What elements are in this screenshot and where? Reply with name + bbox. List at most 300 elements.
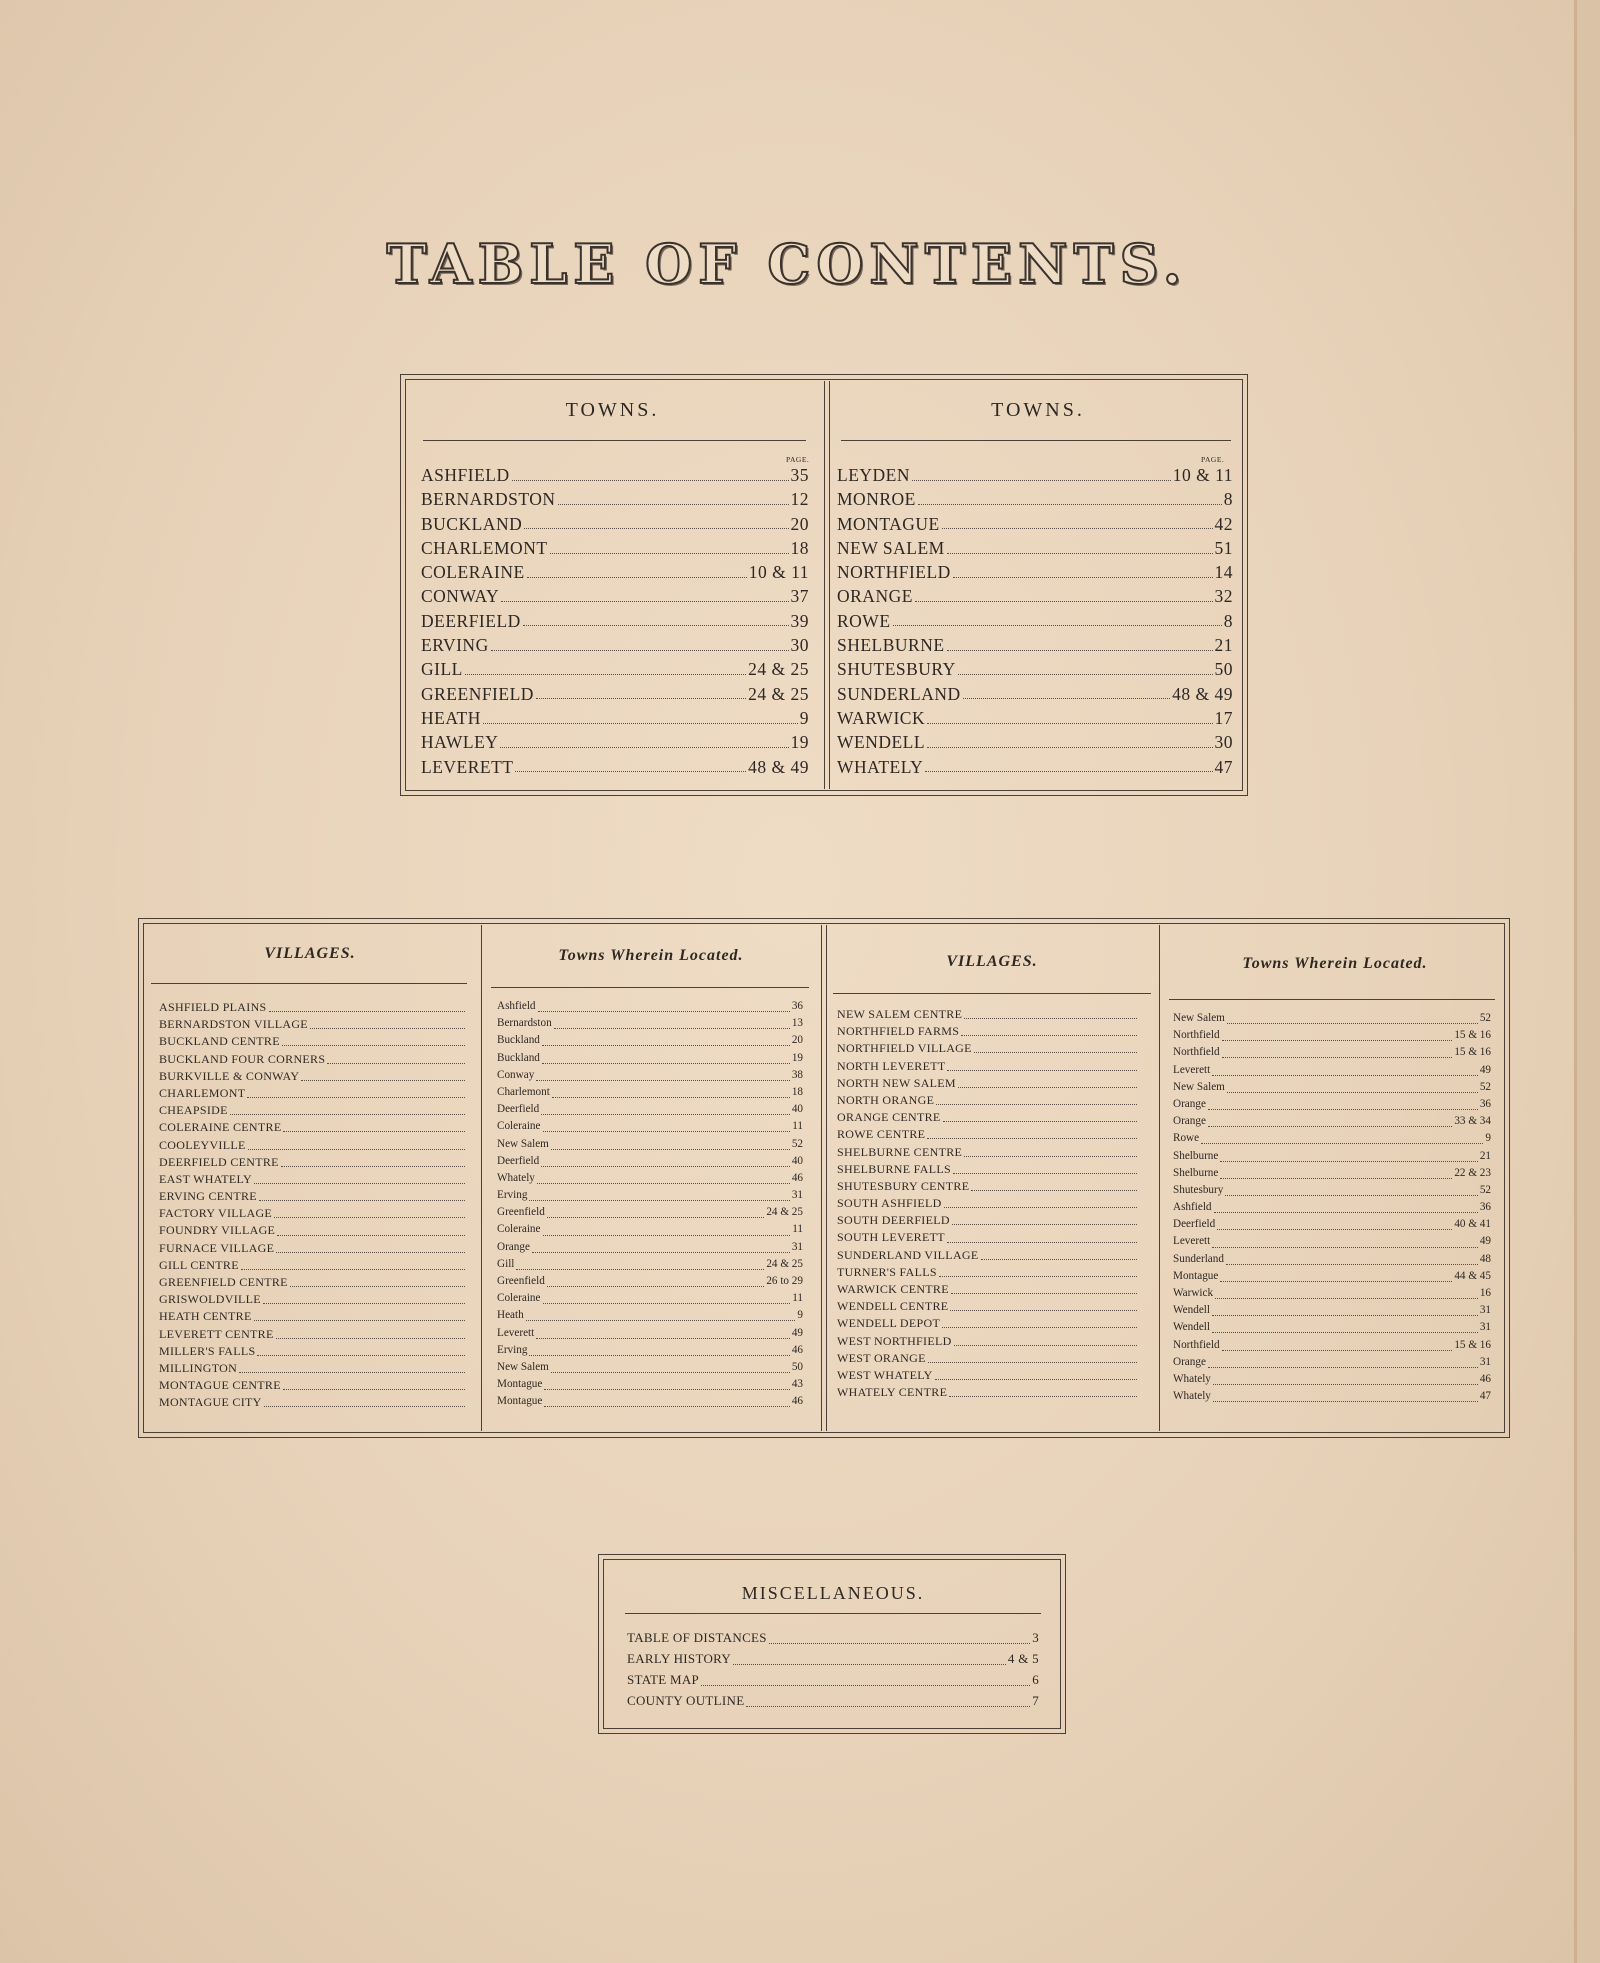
village-entry-name: FURNACE VILLAGE (159, 1240, 275, 1255)
towns-divider (824, 381, 830, 789)
towns-rule-right (841, 440, 1231, 441)
leader-dots (1226, 1264, 1478, 1265)
town-entry-page: 48 & 49 (748, 756, 809, 777)
towns-rule-left (423, 440, 806, 441)
misc-list (627, 1630, 1039, 1714)
located-entry-page: 11 (792, 1120, 803, 1133)
located-entry (497, 1327, 803, 1344)
located-entry (497, 1223, 803, 1240)
leader-dots (949, 1396, 1137, 1397)
village-entry (837, 1282, 1139, 1299)
located-entry-page: 40 (791, 1154, 803, 1167)
located-entry-name: Whately (497, 1171, 535, 1184)
leader-dots (1220, 1281, 1452, 1282)
village-entry (837, 1334, 1139, 1351)
leader-dots (769, 1643, 1030, 1644)
leader-dots (483, 723, 798, 724)
village-entry (159, 1120, 467, 1137)
leader-dots (1212, 1315, 1478, 1316)
towns-box (400, 374, 1248, 796)
leader-dots (701, 1685, 1030, 1686)
located-entry (497, 1361, 803, 1378)
leader-dots (947, 1242, 1137, 1243)
located-entry-page: 46 (1479, 1372, 1491, 1385)
leader-dots (515, 771, 746, 772)
located-entry-page: 40 & 41 (1454, 1218, 1491, 1231)
misc-entry-name: COUNTY OUTLINE (627, 1693, 745, 1708)
village-entry-name: DEERFIELD CENTRE (159, 1154, 279, 1169)
located-entry-name: Warwick (1173, 1287, 1214, 1299)
village-entry (159, 1138, 467, 1155)
village-entry (159, 1241, 467, 1258)
leader-dots (552, 1097, 790, 1098)
leader-dots (544, 1406, 789, 1407)
leader-dots (541, 1114, 790, 1115)
located-entry (1173, 1321, 1491, 1338)
town-entry-name: GREENFIELD (421, 683, 534, 704)
leader-dots (1227, 1092, 1478, 1093)
village-entry-name: COOLEYVILLE (159, 1137, 246, 1152)
located-entry-page: 47 (1479, 1390, 1491, 1403)
villages-rule-3 (833, 993, 1151, 994)
village-entry-name: ORANGE CENTRE (837, 1110, 941, 1125)
town-entry-page: 30 (1214, 732, 1233, 753)
located-entry-page: 31 (791, 1189, 803, 1202)
village-entry-name: NORTHFIELD VILLAGE (837, 1041, 972, 1056)
located-entry-name: Deerfield (497, 1103, 540, 1116)
town-entry (421, 586, 809, 610)
located-entry (1173, 1167, 1491, 1184)
located-entry-name: Erving (497, 1189, 528, 1202)
leader-dots (1225, 1195, 1477, 1196)
village-entry (837, 1145, 1139, 1162)
village-entry-name: ROWE CENTRE (837, 1127, 926, 1142)
leader-dots (942, 528, 1213, 529)
leader-dots (269, 1011, 465, 1012)
village-entry-name: GILL CENTRE (159, 1257, 239, 1272)
leader-dots (1208, 1126, 1452, 1127)
located-entry-name: Ashfield (497, 1000, 536, 1012)
town-entry-name: BUCKLAND (421, 513, 523, 534)
leader-dots (544, 1389, 789, 1390)
misc-entry-name: STATE MAP (627, 1672, 700, 1687)
leader-dots (542, 1045, 790, 1046)
leader-dots (301, 1080, 465, 1081)
village-entry-name: WEST WHATELY (837, 1367, 933, 1382)
leader-dots (944, 1207, 1137, 1208)
leader-dots (257, 1355, 465, 1356)
located-entry-name: Orange (1173, 1355, 1206, 1368)
located-list-left (497, 1000, 803, 1413)
leader-dots (974, 1052, 1137, 1053)
located-entry-name: Leverett (497, 1326, 535, 1339)
located-entry-page: 26 to 29 (766, 1275, 803, 1287)
located-entry-name: Coleraine (497, 1223, 541, 1236)
located-heading-right: Towns Wherein Located. (1242, 955, 1428, 972)
village-entry (837, 1076, 1139, 1093)
town-entry (837, 611, 1233, 635)
town-entry (837, 757, 1233, 781)
located-entry-name: Northfield (1173, 1046, 1220, 1059)
town-entry-page: 18 (790, 537, 809, 558)
village-entry-name: CHEAPSIDE (159, 1103, 228, 1118)
village-entry (837, 1299, 1139, 1316)
misc-entry-page: 4 & 5 (1007, 1651, 1039, 1666)
misc-entry (627, 1672, 1039, 1693)
village-entry (837, 1248, 1139, 1265)
village-entry (159, 1344, 467, 1361)
located-entry-page: 31 (791, 1240, 803, 1253)
leader-dots (276, 1252, 465, 1253)
villages-heading-left: VILLAGES. (264, 945, 356, 962)
town-entry (421, 538, 809, 562)
located-entry-name: Ashfield (1173, 1201, 1212, 1214)
misc-entry-name: EARLY HISTORY (627, 1651, 732, 1666)
located-entry (1173, 1373, 1491, 1390)
village-entry (837, 1059, 1139, 1076)
located-entry-page: 16 (1479, 1287, 1491, 1299)
located-entry-page: 31 (1479, 1321, 1491, 1334)
town-entry-page: 24 & 25 (748, 659, 809, 680)
located-entry-page: 52 (791, 1137, 803, 1150)
leader-dots (501, 601, 788, 602)
leader-dots (529, 1200, 789, 1201)
located-entry-page: 44 & 45 (1454, 1269, 1491, 1282)
town-entry-page: 42 (1214, 513, 1233, 534)
located-entry-page: 49 (1479, 1063, 1491, 1076)
misc-entry-name: TABLE OF DISTANCES (627, 1630, 767, 1645)
town-entry-name: LEYDEN (837, 465, 910, 485)
located-entry (1173, 1253, 1491, 1270)
town-entry-name: ASHFIELD (421, 465, 510, 485)
town-entry-name: GILL (421, 659, 463, 680)
located-entry (1173, 1390, 1491, 1407)
town-entry-page: 9 (799, 707, 809, 728)
located-entry-name: Heath (497, 1309, 524, 1322)
village-entry-name: COLERAINE CENTRE (159, 1120, 282, 1135)
leader-dots (951, 1293, 1137, 1294)
located-entry-name: Buckland (497, 1034, 540, 1047)
leader-dots (230, 1114, 465, 1115)
leader-dots (953, 577, 1213, 578)
town-entry-page: 30 (790, 635, 809, 656)
village-entry-name: WHATELY CENTRE (837, 1385, 948, 1400)
village-entry-name: SHUTESBURY CENTRE (837, 1178, 970, 1193)
village-entry (837, 1230, 1139, 1247)
leader-dots (1222, 1350, 1453, 1351)
leader-dots (1212, 1075, 1478, 1076)
leader-dots (282, 1045, 465, 1046)
located-entry-page: 48 (1479, 1252, 1491, 1265)
village-entry (837, 1265, 1139, 1282)
leader-dots (942, 1327, 1137, 1328)
villages-rule-1 (151, 983, 467, 984)
located-entry (497, 1034, 803, 1051)
located-entry-page: 20 (791, 1034, 803, 1047)
village-entry-name: SHELBURNE FALLS (837, 1161, 951, 1176)
located-entry (1173, 1115, 1491, 1132)
leader-dots (927, 723, 1212, 724)
located-entry-name: Shelburne (1173, 1166, 1219, 1179)
village-entry-name: NORTH NEW SALEM (837, 1075, 956, 1090)
town-entry-name: SHUTESBURY (837, 659, 956, 680)
town-entry (421, 514, 809, 538)
located-entry-page: 46 (791, 1395, 803, 1408)
leader-dots (915, 601, 1213, 602)
located-entry (1173, 1356, 1491, 1373)
leader-dots (1213, 1384, 1478, 1385)
town-entry-name: DEERFIELD (421, 610, 521, 631)
village-entry-name: FOUNDRY VILLAGE (159, 1223, 276, 1238)
located-entry (1173, 1081, 1491, 1098)
village-entry-name: BERNARDSTON VILLAGE (159, 1017, 308, 1032)
village-entry (159, 1069, 467, 1086)
located-entry-name: Gill (497, 1257, 515, 1270)
located-entry-page: 31 (1479, 1304, 1491, 1317)
leader-dots (527, 577, 747, 578)
leader-dots (1213, 1401, 1478, 1402)
leader-dots (961, 1035, 1137, 1036)
village-entry-name: SUNDERLAND VILLAGE (837, 1247, 979, 1262)
leader-dots (248, 1149, 465, 1150)
village-entry-name: WEST NORTHFIELD (837, 1333, 952, 1348)
leader-dots (247, 1097, 465, 1098)
town-entry-name: LEVERETT (421, 756, 514, 777)
leader-dots (558, 504, 789, 505)
town-entry-page: 35 (790, 465, 809, 485)
town-entry (837, 465, 1233, 489)
town-entry-page: 14 (1214, 562, 1233, 583)
leader-dots (1222, 1057, 1453, 1058)
leader-dots (964, 1156, 1137, 1157)
village-entry-name: MONTAGUE CENTRE (159, 1378, 281, 1393)
leader-dots (925, 771, 1212, 772)
located-entry-page: 15 & 16 (1454, 1029, 1491, 1042)
town-entry-page: 47 (1214, 756, 1233, 777)
located-entry-page: 46 (791, 1171, 803, 1184)
leader-dots (277, 1235, 465, 1236)
town-entry (837, 684, 1233, 708)
village-entry-name: WENDELL DEPOT (837, 1316, 941, 1331)
town-entry-name: SUNDERLAND (837, 683, 961, 704)
village-entry-name: ERVING CENTRE (159, 1189, 257, 1204)
located-entry (497, 1120, 803, 1137)
town-entry (421, 732, 809, 756)
village-entry (159, 1017, 467, 1034)
village-entry-name: CHARLEMONT (159, 1085, 246, 1100)
located-entry (1173, 1064, 1491, 1081)
leader-dots (954, 1345, 1137, 1346)
village-entry-name: SOUTH LEVERETT (837, 1230, 945, 1245)
located-entry-name: New Salem (1173, 1080, 1225, 1093)
town-entry-page: 17 (1214, 707, 1233, 728)
leader-dots (500, 747, 788, 748)
village-entry-name: NORTH LEVERETT (837, 1058, 946, 1073)
town-entry-page: 12 (790, 489, 809, 510)
village-entry-name: WARWICK CENTRE (837, 1282, 949, 1296)
located-entry-page: 18 (791, 1085, 803, 1098)
village-entry (837, 1110, 1139, 1127)
town-entry-page: 32 (1214, 586, 1233, 607)
located-entry (497, 1275, 803, 1292)
leader-dots (526, 1320, 796, 1321)
misc-entry (627, 1651, 1039, 1672)
located-entry-name: Wendell (1173, 1321, 1210, 1334)
located-entry-page: 9 (1485, 1132, 1491, 1145)
leader-dots (281, 1166, 465, 1167)
towns-heading-left: TOWNS. (565, 399, 660, 421)
located-entry-page: 22 & 23 (1454, 1166, 1491, 1179)
located-entry (1173, 1304, 1491, 1321)
misc-entry (627, 1693, 1039, 1714)
leader-dots (543, 1235, 791, 1236)
located-entry (1173, 1218, 1491, 1235)
town-entry-page: 51 (1214, 537, 1233, 558)
town-entry-page: 19 (790, 732, 809, 753)
leader-dots (918, 504, 1222, 505)
village-entry-name: GREENFIELD CENTRE (159, 1275, 288, 1289)
misc-rule (625, 1613, 1041, 1614)
located-entry (1173, 1184, 1491, 1201)
leader-dots (259, 1200, 465, 1201)
village-entry-name: NEW SALEM CENTRE (837, 1007, 963, 1021)
town-entry (421, 684, 809, 708)
leader-dots (952, 1224, 1137, 1225)
village-entry-name: MONTAGUE CITY (159, 1395, 262, 1410)
located-entry-name: Orange (497, 1240, 530, 1253)
town-entry (421, 489, 809, 513)
village-entry-name: LEVERETT CENTRE (159, 1326, 274, 1341)
village-entry (159, 1189, 467, 1206)
located-entry-name: Whately (1173, 1372, 1211, 1385)
town-entry (837, 708, 1233, 732)
leader-dots (981, 1259, 1137, 1260)
villages-rule-4 (1169, 999, 1495, 1000)
villages-box (138, 918, 1510, 1438)
village-entry (159, 1223, 467, 1240)
located-entry-name: Wendell (1173, 1304, 1210, 1317)
leader-dots (516, 1269, 764, 1270)
located-entry-page: 24 & 25 (766, 1206, 803, 1219)
located-entry-page: 49 (1479, 1235, 1491, 1248)
towns-page-label-right: PAGE. (1201, 455, 1225, 464)
town-entry-name: ORANGE (837, 586, 913, 607)
located-entry-name: New Salem (1173, 1012, 1225, 1024)
located-entry-name: Sunderland (1173, 1252, 1224, 1265)
leader-dots (547, 1286, 764, 1287)
village-entry-name: NORTHFIELD FARMS (837, 1024, 960, 1039)
village-entry (837, 1041, 1139, 1058)
leader-dots (310, 1028, 465, 1029)
village-entry-name: EAST WHATELY (159, 1171, 252, 1186)
village-entry-name: NORTH ORANGE (837, 1092, 935, 1107)
town-entry (421, 659, 809, 683)
leader-dots (524, 528, 788, 529)
located-entry-page: 52 (1479, 1080, 1491, 1093)
town-entry (421, 757, 809, 781)
village-entry (837, 1007, 1139, 1024)
located-entry-name: Conway (497, 1068, 535, 1081)
town-entry-page: 24 & 25 (748, 683, 809, 704)
located-entry-name: Deerfield (1173, 1218, 1216, 1231)
leader-dots (1208, 1109, 1478, 1110)
village-entry (837, 1162, 1139, 1179)
located-entry (1173, 1132, 1491, 1149)
village-entry (159, 1000, 467, 1017)
leader-dots (1214, 1212, 1478, 1213)
leader-dots (542, 1063, 790, 1064)
leader-dots (958, 674, 1213, 675)
village-entry (159, 1155, 467, 1172)
leader-dots (1201, 1143, 1483, 1144)
located-entry-name: Orange (1173, 1097, 1206, 1110)
misc-entry-page: 3 (1032, 1630, 1039, 1645)
village-entry-name: FACTORY VILLAGE (159, 1206, 273, 1221)
town-entry (421, 562, 809, 586)
located-entry-page: 40 (791, 1103, 803, 1116)
villages-rule-2 (491, 987, 809, 988)
located-entry (497, 1241, 803, 1258)
town-entry (837, 586, 1233, 610)
located-entry-page: 36 (1479, 1097, 1491, 1110)
town-entry-page: 20 (790, 513, 809, 534)
town-entry-name: COLERAINE (421, 562, 525, 583)
leader-dots (327, 1063, 465, 1064)
located-entry-name: New Salem (497, 1360, 549, 1373)
town-entry (837, 489, 1233, 513)
village-entry (159, 1309, 467, 1326)
town-entry (421, 635, 809, 659)
town-entry-page: 50 (1214, 659, 1233, 680)
located-entry-name: Montague (497, 1378, 543, 1391)
leader-dots (958, 1087, 1137, 1088)
town-entry-name: WHATELY (837, 756, 924, 777)
village-entry-name: WENDELL CENTRE (837, 1299, 949, 1314)
town-entry-page: 8 (1223, 489, 1233, 510)
town-entry (421, 611, 809, 635)
located-entry-page: 52 (1479, 1012, 1491, 1024)
located-entry (1173, 1235, 1491, 1252)
located-entry (1173, 1287, 1491, 1304)
town-entry-page: 10 & 11 (748, 562, 809, 583)
leader-dots (947, 553, 1213, 554)
leader-dots (283, 1131, 465, 1132)
village-entry (837, 1385, 1139, 1402)
village-entry-name: MILLINGTON (159, 1360, 238, 1375)
located-entry-name: Deerfield (497, 1154, 540, 1167)
leader-dots (547, 1217, 764, 1218)
villages-list-right (837, 1007, 1139, 1402)
village-entry (159, 1258, 467, 1275)
located-entry-name: Montague (497, 1395, 543, 1408)
leader-dots (523, 625, 789, 626)
village-entry (159, 1103, 467, 1120)
located-entry (497, 1344, 803, 1361)
located-entry (497, 1086, 803, 1103)
leader-dots (239, 1372, 465, 1373)
village-entry (159, 1275, 467, 1292)
located-entry (497, 1395, 803, 1412)
leader-dots (947, 650, 1213, 651)
located-entry (497, 1052, 803, 1069)
leader-dots (283, 1389, 465, 1390)
located-entry (497, 1258, 803, 1275)
located-entry-page: 43 (791, 1378, 803, 1391)
located-entry (497, 1189, 803, 1206)
town-entry-name: WARWICK (837, 707, 926, 728)
located-entry-page: 9 (797, 1309, 803, 1322)
leader-dots (893, 625, 1222, 626)
